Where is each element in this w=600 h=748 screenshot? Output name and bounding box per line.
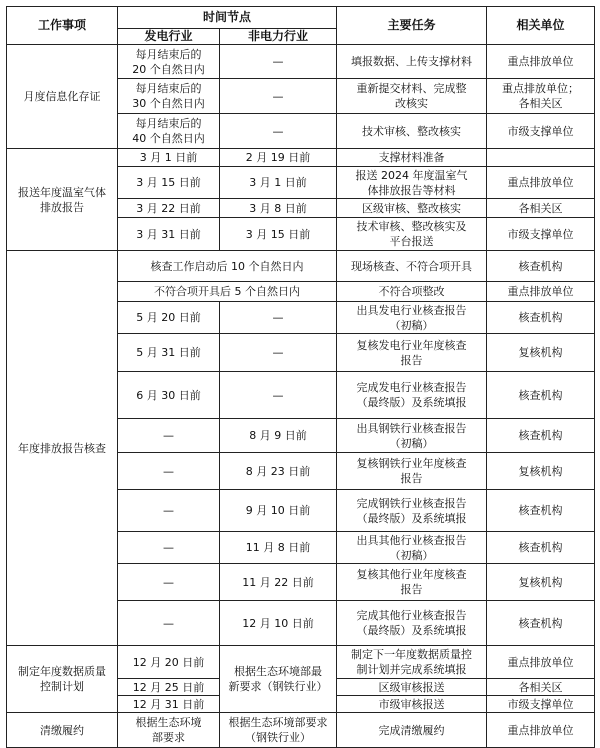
cell-power: — — [118, 490, 220, 532]
cell-non-power: 3 月 1 日前 — [220, 167, 337, 199]
cell-task: 重新提交材料、完成整 改核实 — [337, 79, 487, 114]
header-task: 主要任务 — [337, 7, 487, 45]
header-time-nodes: 时间节点 — [118, 7, 337, 29]
cell-unit: 核查机构 — [487, 490, 595, 532]
cell-unit: 重点排放单位 — [487, 45, 595, 79]
cell-unit: 重点排放单位 — [487, 646, 595, 679]
header-item: 工作事项 — [7, 7, 118, 45]
cell-non-power: — — [220, 114, 337, 149]
cell-unit: 核查机构 — [487, 372, 595, 419]
cell-unit: 复核机构 — [487, 453, 595, 490]
cell-non-power: 根据生态环境部要求 （钢铁行业） — [220, 713, 337, 748]
cell-unit: 核查机构 — [487, 419, 595, 453]
cell-non-power: — — [220, 45, 337, 79]
cell-power: 3 月 31 日前 — [118, 218, 220, 251]
cell-non-power: 2 月 19 日前 — [220, 149, 337, 167]
cell-unit: 各相关区 — [487, 679, 595, 696]
cell-power: — — [118, 453, 220, 490]
table-row — [7, 646, 595, 679]
cell-non-power: 3 月 15 日前 — [220, 218, 337, 251]
schedule-table — [6, 6, 595, 748]
cell-task: 出具钢铁行业核查报告 （初稿） — [337, 419, 487, 453]
cell-non-power: — — [220, 302, 337, 334]
cell-power: 3 月 1 日前 — [118, 149, 220, 167]
header-power: 发电行业 — [118, 29, 220, 45]
cell-task: 完成清缴履约 — [337, 713, 487, 748]
cell-unit: 重点排放单位； 各相关区 — [487, 79, 595, 114]
cell-unit: 市级支撑单位 — [487, 114, 595, 149]
cell-unit: 核查机构 — [487, 251, 595, 282]
cell-power: 根据生态环境 部要求 — [118, 713, 220, 748]
cell-non-power: 8 月 9 日前 — [220, 419, 337, 453]
cell-unit: 重点排放单位 — [487, 167, 595, 199]
cell-power: — — [118, 601, 220, 646]
cell-power: 12 月 31 日前 — [118, 696, 220, 713]
cell-task: 制定下一年度数据质量控 制计划并完成系统填报 — [337, 646, 487, 679]
cell-task: 区级审核报送 — [337, 679, 487, 696]
cell-task: 复核其他行业年度核查 报告 — [337, 564, 487, 601]
cell-non-power: 9 月 10 日前 — [220, 490, 337, 532]
cell-unit — [487, 149, 595, 167]
cell-task: 完成发电行业核查报告 （最终版）及系统填报 — [337, 372, 487, 419]
cell-unit: 重点排放单位 — [487, 713, 595, 748]
cell-power: 3 月 22 日前 — [118, 199, 220, 218]
cell-non-power: — — [220, 372, 337, 419]
cell-unit: 市级支撑单位 — [487, 696, 595, 713]
cell-non-power: — — [220, 79, 337, 114]
cell-power: 每月结束后的 20 个自然日内 — [118, 45, 220, 79]
cell-task: 填报数据、上传支撑材料 — [337, 45, 487, 79]
cell-task: 支撑材料准备 — [337, 149, 487, 167]
section-title-report: 报送年度温室气体 排放报告 — [7, 149, 118, 251]
cell-unit: 复核机构 — [487, 564, 595, 601]
cell-task: 完成钢铁行业核查报告 （最终版）及系统填报 — [337, 490, 487, 532]
table-row — [7, 713, 595, 748]
cell-non-power: 12 月 10 日前 — [220, 601, 337, 646]
cell-power: 12 月 25 日前 — [118, 679, 220, 696]
cell-power: — — [118, 532, 220, 564]
cell-power: 12 月 20 日前 — [118, 646, 220, 679]
cell-unit: 重点排放单位 — [487, 282, 595, 302]
cell-unit: 核查机构 — [487, 601, 595, 646]
cell-non-power: 根据生态环境部最 新要求（钢铁行业） — [220, 646, 337, 713]
table-row — [7, 45, 595, 79]
section-title-quality: 制定年度数据质量 控制计划 — [7, 646, 118, 713]
cell-unit: 复核机构 — [487, 334, 595, 372]
cell-unit: 各相关区 — [487, 199, 595, 218]
cell-task: 完成其他行业核查报告 （最终版）及系统填报 — [337, 601, 487, 646]
section-title-compliance: 清缴履约 — [7, 713, 118, 748]
cell-non-power: 11 月 22 日前 — [220, 564, 337, 601]
header-non-power: 非电力行业 — [220, 29, 337, 45]
cell-non-power: — — [220, 334, 337, 372]
cell-task: 报送 2024 年度温室气 体排放报告等材料 — [337, 167, 487, 199]
cell-task: 现场核查、不符合项开具 — [337, 251, 487, 282]
cell-non-power: 8 月 23 日前 — [220, 453, 337, 490]
cell-power: 3 月 15 日前 — [118, 167, 220, 199]
cell-unit: 市级支撑单位 — [487, 218, 595, 251]
cell-task: 复核钢铁行业年度核查 报告 — [337, 453, 487, 490]
cell-task: 技术审核、整改核实 — [337, 114, 487, 149]
cell-task: 区级审核、整改核实 — [337, 199, 487, 218]
table-row — [7, 251, 595, 282]
cell-task: 出具发电行业核查报告 （初稿） — [337, 302, 487, 334]
cell-task: 不符合项整改 — [337, 282, 487, 302]
cell-power: — — [118, 564, 220, 601]
table-row — [7, 149, 595, 167]
cell-task: 复核发电行业年度核查 报告 — [337, 334, 487, 372]
cell-non-power: 3 月 8 日前 — [220, 199, 337, 218]
cell-task: 出具其他行业核查报告 （初稿） — [337, 532, 487, 564]
cell-task: 技术审核、整改核实及 平台报送 — [337, 218, 487, 251]
cell-non-power: 11 月 8 日前 — [220, 532, 337, 564]
cell-time: 不符合项开具后 5 个自然日内 — [118, 282, 337, 302]
cell-unit: 核查机构 — [487, 532, 595, 564]
cell-power: 5 月 31 日前 — [118, 334, 220, 372]
cell-task: 市级审核报送 — [337, 696, 487, 713]
cell-power: 每月结束后的 30 个自然日内 — [118, 79, 220, 114]
section-title-verify: 年度排放报告核查 — [7, 251, 118, 646]
cell-unit: 核查机构 — [487, 302, 595, 334]
cell-power: 每月结束后的 40 个自然日内 — [118, 114, 220, 149]
cell-time: 核查工作启动后 10 个自然日内 — [118, 251, 337, 282]
cell-power: 6 月 30 日前 — [118, 372, 220, 419]
header-unit: 相关单位 — [487, 7, 595, 45]
section-title-monthly: 月度信息化存证 — [7, 45, 118, 149]
cell-power: — — [118, 419, 220, 453]
cell-power: 5 月 20 日前 — [118, 302, 220, 334]
